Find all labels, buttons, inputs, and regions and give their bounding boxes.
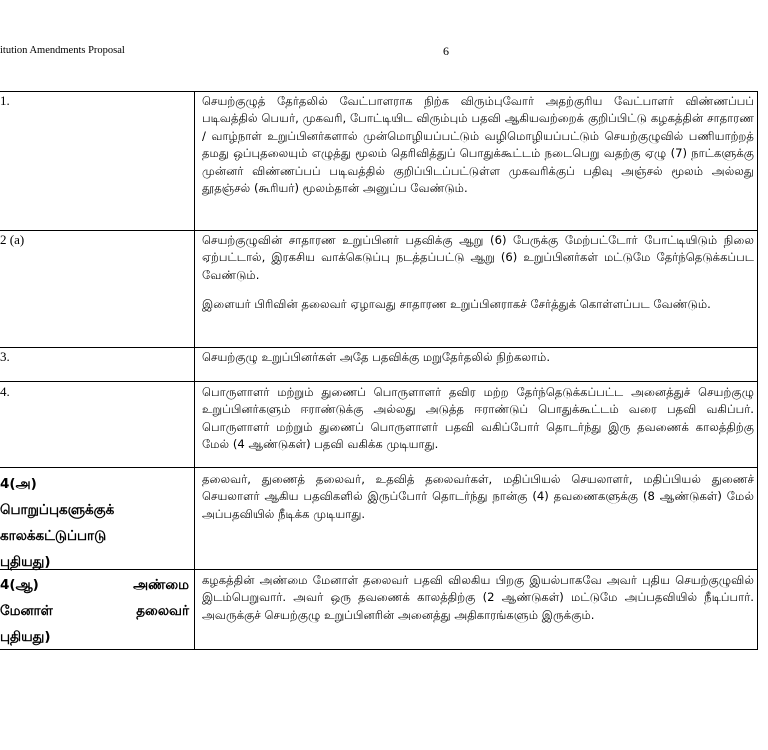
heading-line: 4(ஆ) [0,577,39,593]
heading-line: அண்மை [133,577,189,593]
heading-line: காலக்கட்டுப்பாடு [0,528,107,544]
row-text [202,93,754,197]
row-label: 1. [0,93,10,108]
heading-line: தலைவர் [136,603,189,619]
row-divider [0,230,758,231]
row-heading [0,572,189,650]
paragraph: இளையர் பிரிவின் தலைவர் ஏழாவது சாதாரண உறுப்பினராகச் சேர்த்துக் கொள்ளப்பட வேண்டும். [202,297,711,312]
row-heading [0,471,188,575]
paragraph: செயற்குழுவின் சாதாரண உறுப்பினர் பதவிக்கு ஆறு (6) பேருக்கு மேற்பட்டோர் போட்டியிடும் நிலை ஏற்பட்டால், இரகசிய வாக்கெடுப்பு நடத்தப்பட்டு ஆறு (6) உறுப்பினர்கள் மட்டுமே தேர்ந்தெடுக்கப்பட வேண்டும். [202,233,754,282]
row-label: 2 (a) [0,232,25,247]
row-text [202,471,754,523]
page-number: 6 [443,44,449,58]
paragraph: கழகத்தின் அண்மை மேனாள் தலைவர் பதவி விலகிய பிறகு இயல்பாகவே அவர் புதிய செயற்குழுவில் இடம்பெறுவார். அவர் ஒரு தவணைக் காலத்திற்கு (2 ஆண்டுகள்) மட்டுமே அப்பதவியில் நீடிப்பார். அவருக்குச் செயற்குழு உறுப்பினரின் அனைத்து அதிகாரங்களும் இருக்கும். [202,573,754,622]
amendments-table [0,91,758,650]
table-right-border [757,91,758,650]
row-divider [0,347,758,348]
row-text [202,572,754,624]
heading-line: புதியது) [0,554,51,570]
heading-line: புதியது) [0,629,51,645]
paragraph: தலைவர், துணைத் தலைவர், உதவித் தலைவர்கள், மதிப்பியல் செயலாளர், மதிப்பியல் துணைச் செயலாளர் ஆகிய பதவிகளில் இருப்போர் தொடர்ந்து நான்கு (4) தவணைகளுக்கு (8 ஆண்டுகள்) மேல் அப்பதவியில் நீடிக்க முடியாது. [202,472,754,521]
row-text [202,349,754,366]
row-label: 4. [0,384,10,399]
running-header-title: itution Amendments Proposal [0,45,125,56]
row-text [202,232,754,314]
paragraph: செயற்குழுத் தேர்தலில் வேட்பாளராக நிற்க விரும்புவோர் அதற்குரிய வேட்பாளர் விண்ணப்பப் படிவத்தில் பெயர், முகவரி, போட்டியிட விரும்பும் பதவி ஆகியவற்றைக் குறிப்பிட்டு கழகத்தின் சாதாரண / வாழ்நாள் உறுப்பினர்களால் முன்மொழியப்பட்டும் வழிமொழியப்பட்டும் செயற்குழுவில் பணியாற்றத் தமது ஒப்புதலையும் எழுத்து மூலம் தெரிவித்துப் பொதுக்கூட்டம் நடைபெறு வதற்கு ஏழு (7) நாட்களுக்கு முன்னர் விண்ணப்பப் படிவத்தில் குறிப்பிடப்பட்டுள்ள முகவரிக்குப் பதிவு அஞ்சல் மூலம் அல்லது தூதஞ்சல் (கூரியர்) மூலம்தான் அனுப்ப வேண்டும். [202,94,754,196]
row-text [202,384,754,454]
paragraph: பொருளாளர் மற்றும் துணைப் பொருளாளர் தவிர மற்ற தேர்ந்தெடுக்கப்பட்ட அனைத்துச் செயற்குழு உறுப்பினர்களும் ஈராண்டுக்கு அல்லது அடுத்த ஈராண்டுப் பொதுக்கூட்டம் வரை பதவி வகிப்பர். பொருளாளர் மற்றும் துணைப் பொருளாளர் பதவி வகிப்போர் தொடர்ந்து இரு தவணைக் காலத்திற்கு மேல் (4 ஆண்டுகள்) பதவி வகிக்க முடியாது. [202,385,754,452]
column-divider [194,91,195,650]
paragraph: செயற்குழு உறுப்பினர்கள் அதே பதவிக்கு மறுதேர்தலில் நிற்கலாம். [202,350,551,364]
row-label: 3. [0,349,10,364]
heading-line: பொறுப்புகளுக்குக் [0,502,115,518]
heading-line: மேனாள் [0,603,53,619]
row-divider [0,91,758,92]
row-divider [0,467,758,468]
heading-line: 4(அ) [0,476,37,492]
row-divider [0,381,758,382]
